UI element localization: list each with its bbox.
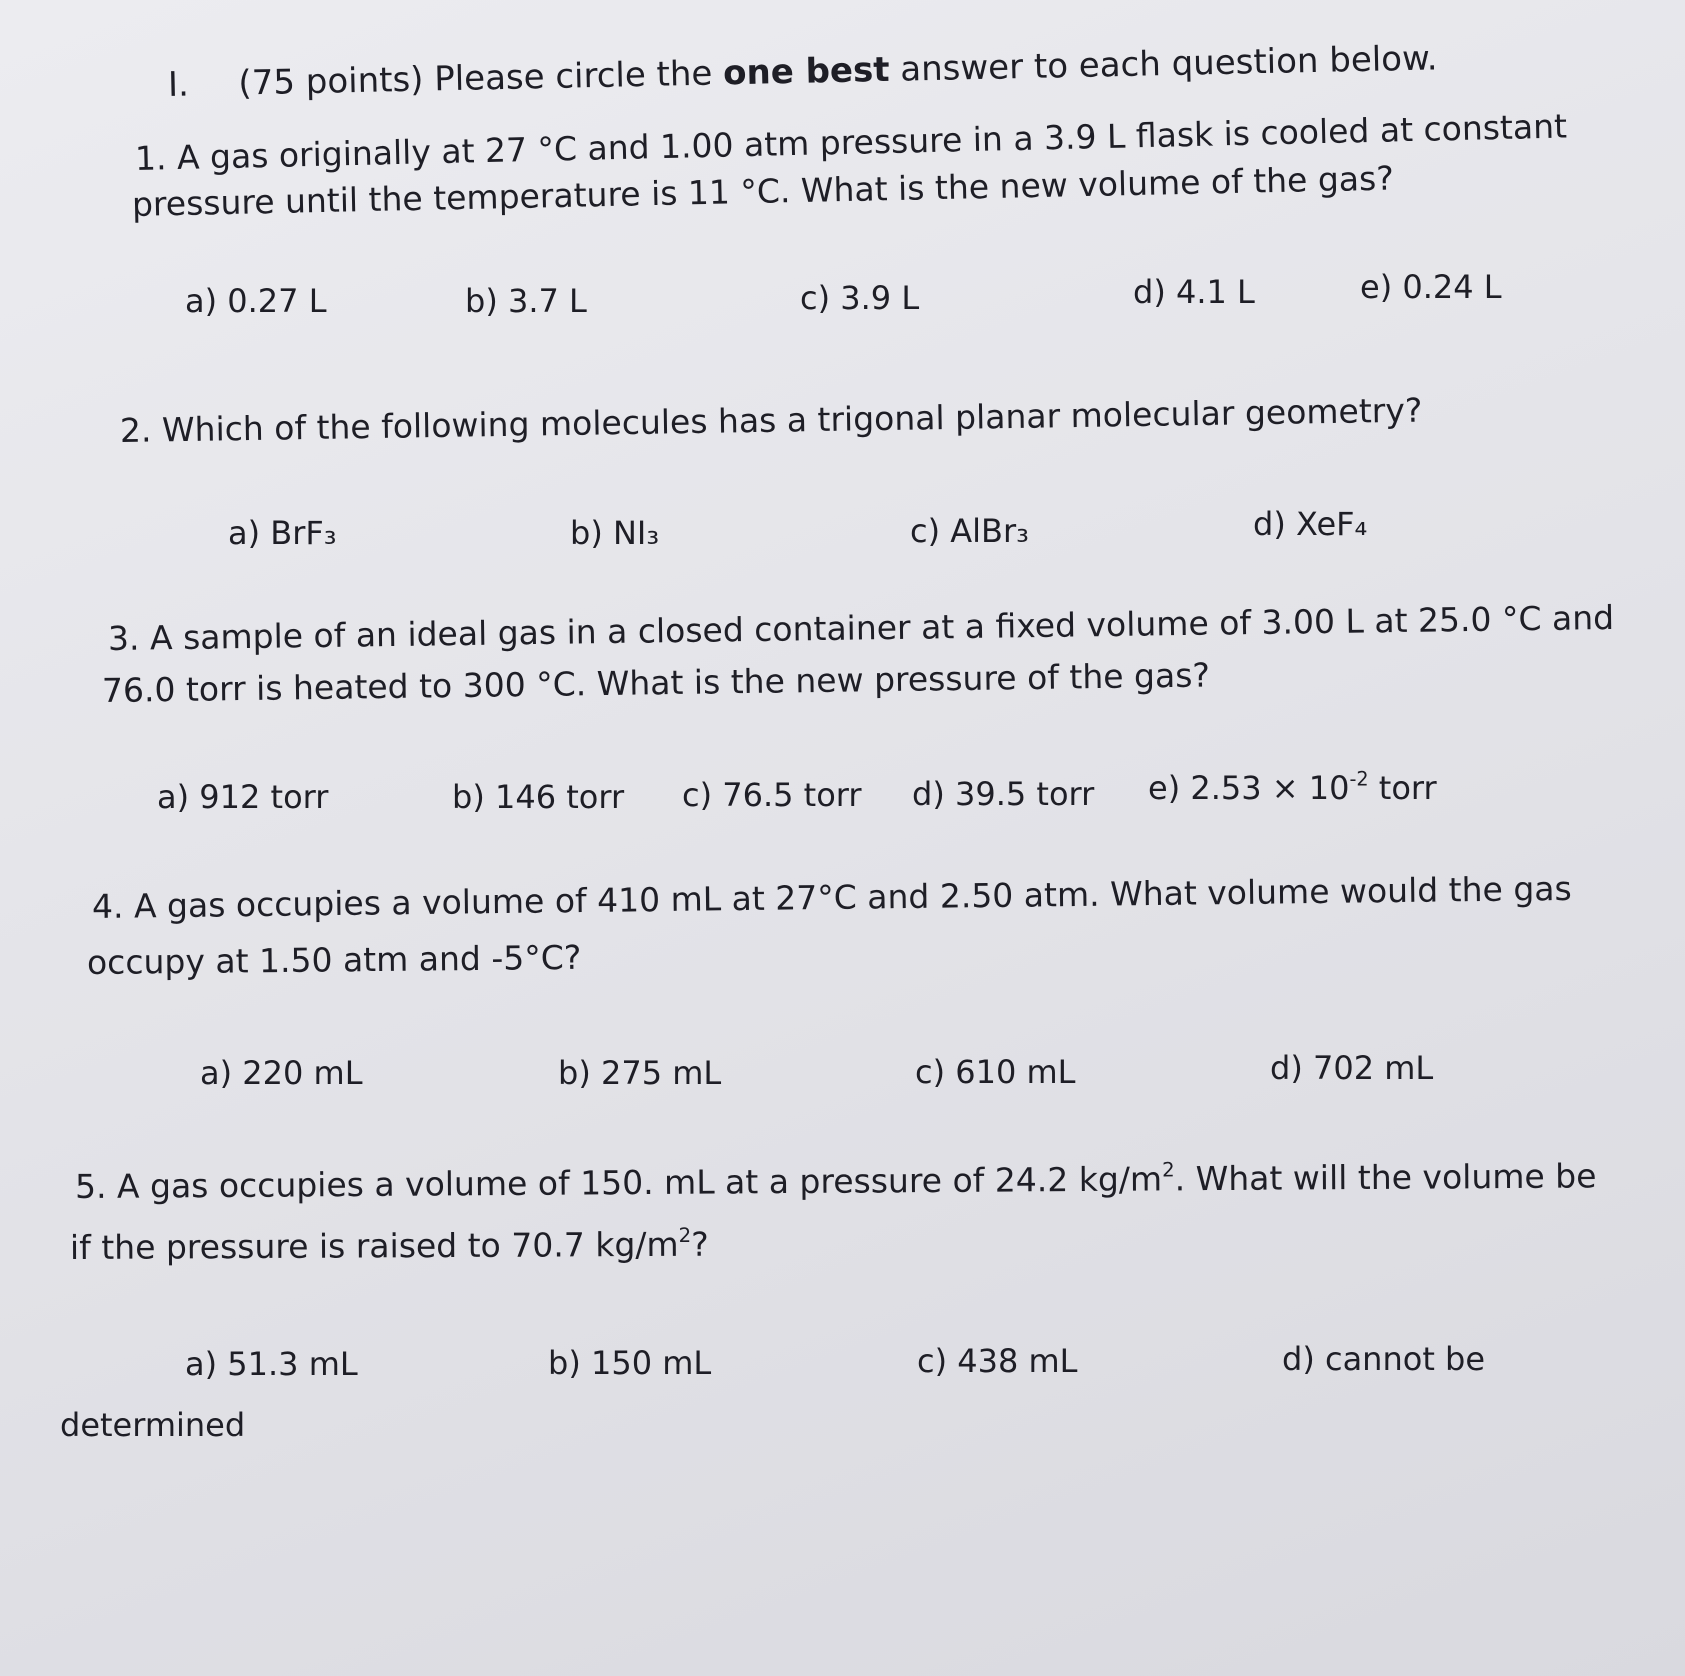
q5-option-d[interactable]: d) cannot be bbox=[1282, 1340, 1486, 1378]
q1-line-2: pressure until the temperature is 11 °C. What is the new volume of the gas? bbox=[131, 158, 1395, 224]
q3-option-b[interactable]: b) 146 torr bbox=[452, 778, 625, 816]
q5-option-b[interactable]: b) 150 mL bbox=[548, 1344, 712, 1382]
q4-option-d[interactable]: d) 702 mL bbox=[1270, 1049, 1434, 1087]
q5-line-2-text: if the pressure is raised to 70.7 kg/m bbox=[69, 1224, 679, 1267]
q5-option-a[interactable]: a) 51.3 mL bbox=[185, 1345, 358, 1383]
q5-option-d-continuation: determined bbox=[60, 1406, 246, 1444]
q3-line-1: 3. A sample of an ideal gas in a closed container at a fixed volume of 3.00 L at 25.0 °C and bbox=[107, 597, 1615, 658]
q3-option-a[interactable]: a) 912 torr bbox=[157, 778, 329, 816]
q1-line-1: 1. A gas originally at 27 °C and 1.00 atm pressure in a 3.9 L flask is cooled at constant bbox=[134, 106, 1568, 178]
q5-line-2 bbox=[69, 1223, 709, 1267]
header-emphasis: one best bbox=[722, 49, 890, 94]
q2-option-c[interactable]: c) AlBr₃ bbox=[910, 512, 1029, 550]
q2-option-a[interactable]: a) BrF₃ bbox=[228, 514, 337, 552]
q2-line-1: 2. Which of the following molecules has a trigonal planar molecular geometry? bbox=[119, 390, 1423, 450]
q3-option-c[interactable]: c) 76.5 torr bbox=[682, 776, 862, 814]
q4-option-c[interactable]: c) 610 mL bbox=[915, 1053, 1076, 1091]
q5-line-1-rest: . What will the volume be bbox=[1174, 1156, 1597, 1199]
q5-line-2-exponent: 2 bbox=[678, 1223, 692, 1247]
q3-line-2: 76.0 torr is heated to 300 °C. What is the new pressure of the gas? bbox=[101, 655, 1211, 710]
q5-line-1-text: 5. A gas occupies a volume of 150. mL at a pressure of 24.2 kg/m bbox=[74, 1159, 1163, 1206]
q3-option-e[interactable] bbox=[1148, 767, 1437, 807]
header-prefix: (75 points) Please circle the bbox=[238, 53, 724, 104]
q2-option-d[interactable]: d) XeF₄ bbox=[1253, 505, 1368, 543]
q4-option-b[interactable]: b) 275 mL bbox=[558, 1054, 722, 1092]
q3-option-d[interactable]: d) 39.5 torr bbox=[912, 775, 1095, 813]
q3-option-e-exponent: -2 bbox=[1349, 767, 1369, 791]
q5-option-c[interactable]: c) 438 mL bbox=[917, 1342, 1078, 1380]
q1-option-e[interactable]: e) 0.24 L bbox=[1360, 268, 1502, 306]
q1-option-a[interactable]: a) 0.27 L bbox=[185, 282, 327, 320]
section-roman: I. bbox=[167, 64, 190, 105]
q4-line-1: 4. A gas occupies a volume of 410 mL at 27°C and 2.50 atm. What volume would the gas bbox=[91, 868, 1572, 926]
q2-option-b[interactable]: b) NI₃ bbox=[570, 514, 660, 552]
q4-option-a[interactable]: a) 220 mL bbox=[200, 1054, 363, 1092]
q3-option-e-unit: torr bbox=[1368, 769, 1437, 807]
q1-option-b[interactable]: b) 3.7 L bbox=[465, 282, 587, 320]
q1-option-d[interactable]: d) 4.1 L bbox=[1133, 273, 1255, 311]
q5-line-2-rest: ? bbox=[691, 1224, 709, 1264]
q5-line-1-exponent: 2 bbox=[1161, 1158, 1175, 1182]
q3-option-e-base: e) 2.53 × 10 bbox=[1148, 769, 1350, 807]
q4-line-2: occupy at 1.50 atm and -5°C? bbox=[86, 937, 582, 982]
section-header bbox=[167, 38, 1438, 105]
q1-option-c[interactable]: c) 3.9 L bbox=[800, 279, 920, 317]
header-suffix: answer to each question below. bbox=[889, 38, 1438, 90]
q5-line-1 bbox=[74, 1156, 1597, 1206]
